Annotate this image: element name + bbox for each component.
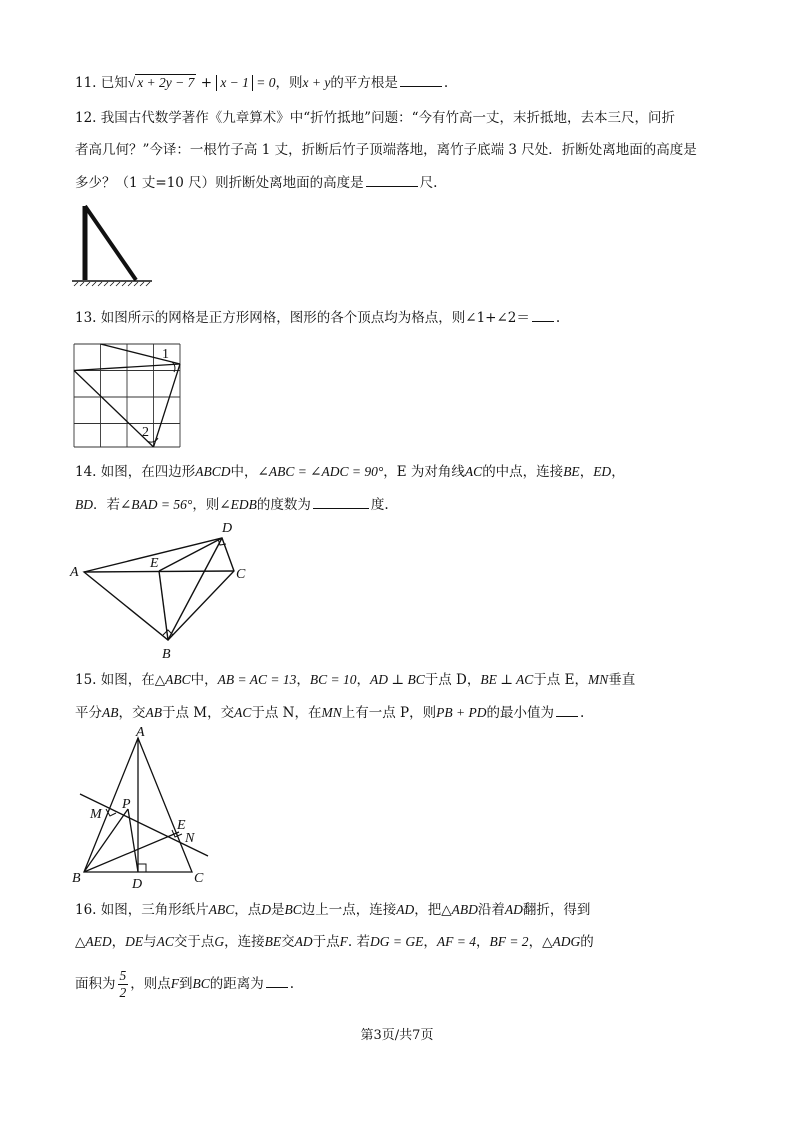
q15-text-b: 中， [190, 672, 218, 688]
q15-line-2 [75, 702, 584, 723]
q14-comma: ， [579, 464, 594, 480]
label-d: D [132, 877, 143, 888]
question-11: 11. 已知√ x + 2y − 7 + x − 1 = 0，则x + y的平方根是 . [75, 72, 448, 93]
q16-comma-3: ， [528, 934, 543, 950]
q14-text-b: 中， [230, 464, 258, 480]
q15-answer-blank[interactable] [556, 702, 578, 717]
label-b: B [72, 871, 81, 886]
q12-answer-blank[interactable] [366, 172, 418, 187]
q16-bc-2: BC [192, 976, 210, 991]
label-b: B [162, 647, 171, 662]
q11-radicand: x + 2y − 7 [137, 75, 195, 90]
q14-be: BE [563, 464, 580, 479]
q16-text-h: ， [111, 934, 126, 950]
q15-text-j: 上有一点 P，则 [341, 705, 437, 721]
q13-end: . [555, 310, 561, 326]
q15-text-d: 于点 E， [533, 672, 588, 688]
q16-eq2: AF = 4 [436, 934, 476, 949]
q15-ac: AC [234, 705, 252, 720]
bamboo-broken-part [85, 206, 136, 280]
q14-text-d: 的中点，连接 [482, 464, 564, 480]
q15-line-1 [75, 670, 635, 690]
q16-ad-3: AD [294, 934, 313, 949]
q15-mn-2: MN [321, 705, 342, 720]
q11-post: 的平方根是 [330, 75, 398, 91]
q16-g: G [214, 934, 225, 949]
q16-end: . [289, 976, 295, 992]
label-c: C [236, 567, 246, 582]
q14-answer-blank[interactable] [313, 494, 369, 509]
q16-abc: ABC [208, 902, 235, 917]
q15-expr: PB + PD [436, 705, 487, 720]
q14-ac: AC [464, 464, 483, 479]
q16-f: F [339, 934, 348, 949]
q16-comma-1: ， [423, 934, 437, 950]
q14-angle-eq: ∠ABC = ∠ADC = 90° [257, 464, 384, 479]
q16-adg: △ADG [542, 934, 581, 949]
q16-be: BE [264, 934, 282, 949]
q16-fraction [118, 968, 129, 1001]
q16-text-c: 是 [271, 902, 285, 918]
q14-bad: ∠BAD = 56° [120, 497, 193, 512]
q15-text-a: 15. 如图，在△ [75, 672, 166, 688]
q15-text-h: 于点 M，交 [162, 705, 235, 721]
q16-text-s: 的距离为 [209, 976, 264, 992]
q15-text-i: 于点 N，在 [251, 705, 322, 721]
q16-text-b: ，点 [234, 902, 262, 918]
q14-comma-2: ， [611, 464, 625, 480]
label-c: C [194, 871, 204, 886]
q12-line-3 [75, 172, 437, 193]
q15-text-g: ，交 [118, 705, 146, 721]
q16-line-3 [75, 966, 294, 1002]
q16-text-q: ，则点 [130, 976, 171, 992]
q16-ac: AC [156, 934, 174, 949]
q16-answer-blank[interactable] [266, 973, 288, 988]
q15-text-c: 于点 D， [424, 672, 481, 688]
q15-eq4: BE ⊥ AC [480, 672, 534, 687]
q16-abd: ABD [451, 902, 478, 917]
angle-1-label: 1 [162, 347, 169, 362]
q13-answer-blank[interactable] [532, 307, 554, 322]
label-a: A [136, 725, 145, 740]
q11-equals: = 0 [252, 75, 276, 90]
ground-hatching [74, 282, 150, 286]
grid-figure [72, 342, 184, 450]
q16-de: DE [125, 934, 144, 949]
q12-line-2: 者高几何？”今译：一根竹子高 1 丈，折断后竹子顶端落地，离竹子底端 3 尺处．折断处离地面的高度是 [75, 142, 697, 158]
q16-text-p: 面积为 [75, 976, 116, 992]
q15-text-f: 平分 [75, 705, 102, 721]
q14-bd: BD [75, 497, 93, 512]
q11-plus: + [196, 75, 217, 91]
q16-text-j: 交于点 [173, 934, 215, 950]
q16-text-d: 边上一点，连接 [301, 902, 397, 918]
q14-line-1 [75, 462, 625, 482]
q16-text-g: 翻折，得到 [522, 902, 591, 918]
q16-text-m: 于点 [312, 934, 340, 950]
q14-text-g: 的度数为 [256, 497, 311, 513]
q16-d: D [261, 902, 272, 917]
angle-2-label: 2 [142, 425, 149, 440]
page-footer: 第3页/共7页 [360, 1028, 434, 1043]
q16-line-1 [75, 900, 590, 920]
quadrilateral-figure [68, 516, 258, 664]
q11-expr: x + y [302, 75, 331, 90]
q16-text-k: ，连接 [224, 934, 265, 950]
q15-ab-2: AB [145, 705, 162, 720]
q16-bc: BC [284, 902, 302, 917]
right-angle-d [138, 864, 146, 872]
q14-unit: 度. [370, 497, 389, 513]
q12-unit: 尺. [419, 175, 438, 191]
q15-text-e: 垂直 [608, 672, 636, 688]
label-e: E [177, 818, 186, 833]
q13-text: 13. 如图所示的网格是正方形网格，图形的各个顶点均为格点，则∠1+∠2＝ [75, 310, 530, 326]
q16-comma-2: ， [475, 934, 490, 950]
q14-text-a: 14. 如图，在四边形 [75, 464, 196, 480]
q16-frac-num: 5 [119, 968, 127, 983]
q16-line-2 [75, 932, 594, 952]
q11-mid: ，则 [275, 75, 303, 91]
q14-edb: ∠EDB [219, 497, 257, 512]
bamboo-figure [70, 198, 160, 290]
label-a: A [70, 565, 79, 580]
triangle-figure-15 [68, 724, 218, 888]
q12-line-1: 12. 我国古代数学著作《九章算术》中“折竹抵地”问题：“今有竹高一丈，末折抵地，去本三尺，问折 [75, 110, 675, 126]
q11-end: . [443, 75, 449, 91]
q15-comma-2: ， [356, 672, 371, 688]
q14-text-e: ．若 [93, 497, 120, 513]
q14-quad: ABCD [195, 464, 231, 479]
q15-text-k: 的最小值为 [486, 705, 554, 721]
label-m: M [90, 807, 102, 822]
q16-text-a: 16. 如图，三角形纸片 [75, 902, 209, 918]
q16-text-i: 与 [143, 934, 157, 950]
q16-ad-2: AD [504, 902, 523, 917]
q15-ab: AB [102, 705, 119, 720]
label-d: D [222, 521, 233, 536]
q15-end: . [579, 705, 585, 721]
q15-mn: MN [587, 672, 609, 687]
label-e: E [150, 556, 159, 571]
q11-abs: x − 1 [216, 75, 253, 91]
q16-aed: △AED [75, 934, 112, 949]
q16-eq1: DG = GE [369, 934, 424, 949]
label-n: N [185, 831, 195, 846]
q16-frac-den: 2 [119, 985, 127, 1000]
q16-text-e: ，把△ [414, 902, 452, 918]
q11-prefix: 11. 已知 [75, 75, 128, 91]
q14-line-2 [75, 494, 389, 515]
q16-text-n: . 若 [347, 934, 370, 950]
q15-eq1: AB = AC = 13 [217, 672, 297, 687]
q14-ed: ED [593, 464, 612, 479]
label-p: P [122, 797, 131, 812]
q16-eq3: BF = 2 [489, 934, 529, 949]
q14-text-f: ，则 [192, 497, 220, 513]
quad-lines [84, 538, 234, 640]
q11-answer-blank[interactable] [400, 72, 442, 87]
q15-eq3: AD ⊥ BC [370, 672, 425, 687]
q16-text-r: 到 [179, 976, 193, 992]
question-13 [75, 307, 560, 328]
q14-text-c: ，E 为对角线 [383, 464, 465, 480]
q15-abc: ABC [165, 672, 191, 687]
q16-text-f: 沿着 [477, 902, 505, 918]
q12-line-3-text: 多少？（1 丈=10 尺）则折断处离地面的高度是 [75, 175, 364, 191]
q16-text-o: 的 [580, 934, 594, 950]
q16-text-l: 交 [281, 934, 295, 950]
q15-eq2: BC = 10 [309, 672, 357, 687]
q16-ad: AD [396, 902, 415, 917]
q16-f-2: F [170, 976, 179, 991]
q15-comma-1: ， [296, 672, 310, 688]
triangle-lines [80, 738, 208, 872]
